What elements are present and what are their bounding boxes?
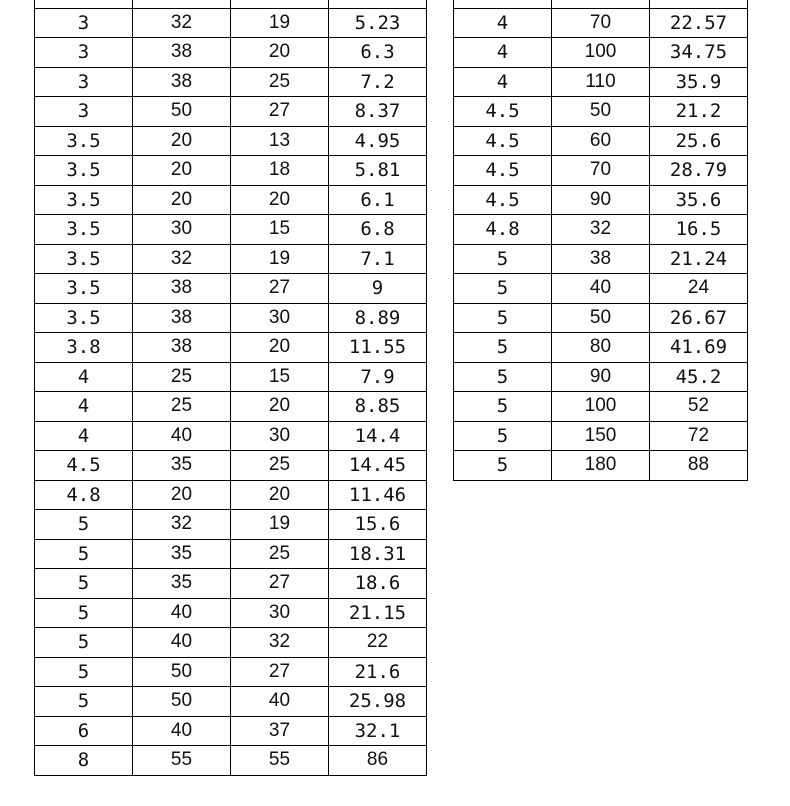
table-cell: 15.6 bbox=[329, 510, 427, 540]
table-cell: 3.8 bbox=[35, 333, 133, 363]
table-cell: 5 bbox=[454, 392, 552, 422]
table-cell: 90 bbox=[552, 185, 650, 215]
table-cell bbox=[133, 0, 231, 8]
table-row bbox=[35, 67, 427, 97]
table-cell: 50 bbox=[133, 687, 231, 717]
table-cell: 6 bbox=[35, 716, 133, 746]
table-cell: 32 bbox=[133, 244, 231, 274]
table-row bbox=[454, 274, 748, 304]
table-cell: 5 bbox=[454, 421, 552, 451]
table-cell: 32.1 bbox=[329, 716, 427, 746]
table-cell bbox=[650, 0, 748, 8]
table-row bbox=[454, 8, 748, 38]
table-cell bbox=[329, 0, 427, 8]
table-row bbox=[35, 480, 427, 510]
table-row bbox=[35, 185, 427, 215]
table-row bbox=[35, 510, 427, 540]
table-cell: 3 bbox=[35, 38, 133, 68]
table-cell: 20 bbox=[231, 333, 329, 363]
table-row bbox=[35, 598, 427, 628]
table-cell: 37 bbox=[231, 716, 329, 746]
table-cell: 4.8 bbox=[35, 480, 133, 510]
table-cell: 4.5 bbox=[454, 185, 552, 215]
table-cell: 20 bbox=[133, 185, 231, 215]
table-cell: 18.31 bbox=[329, 539, 427, 569]
table-cell: 5 bbox=[454, 244, 552, 274]
table-row bbox=[35, 687, 427, 717]
table-row bbox=[35, 392, 427, 422]
table-row bbox=[454, 362, 748, 392]
table-row bbox=[35, 156, 427, 186]
table-row bbox=[454, 126, 748, 156]
table-cell: 35 bbox=[133, 539, 231, 569]
table-cell: 14.45 bbox=[329, 451, 427, 481]
table-cell bbox=[454, 0, 552, 8]
table-cell bbox=[231, 0, 329, 8]
table-row bbox=[35, 421, 427, 451]
table-row bbox=[454, 67, 748, 97]
table-cell: 7.9 bbox=[329, 362, 427, 392]
table-cell: 3.5 bbox=[35, 274, 133, 304]
table-cell: 25 bbox=[231, 67, 329, 97]
table-cell: 5 bbox=[454, 451, 552, 481]
table-cell: 38 bbox=[133, 67, 231, 97]
table-cell: 15 bbox=[231, 362, 329, 392]
table-cell: 27 bbox=[231, 274, 329, 304]
table-cell: 4 bbox=[454, 8, 552, 38]
table-row bbox=[35, 451, 427, 481]
table-cell: 4 bbox=[35, 392, 133, 422]
table-cell: 6.3 bbox=[329, 38, 427, 68]
table-cell: 5 bbox=[35, 510, 133, 540]
table-cell: 21.15 bbox=[329, 598, 427, 628]
table-cell: 30 bbox=[133, 215, 231, 245]
left-table-body bbox=[35, 0, 427, 775]
table-cell: 3 bbox=[35, 8, 133, 38]
table-cell: 4.5 bbox=[454, 156, 552, 186]
table-cell: 3.5 bbox=[35, 215, 133, 245]
table-cell: 25 bbox=[231, 539, 329, 569]
table-cell: 5 bbox=[35, 628, 133, 658]
table-row bbox=[35, 244, 427, 274]
table-cell: 4 bbox=[35, 362, 133, 392]
table-cell: 5 bbox=[35, 598, 133, 628]
table-cell: 4.8 bbox=[454, 215, 552, 245]
table-cell: 14.4 bbox=[329, 421, 427, 451]
table-cell: 3.5 bbox=[35, 185, 133, 215]
table-row bbox=[35, 215, 427, 245]
table-cell: 19 bbox=[231, 244, 329, 274]
table-cell: 22.57 bbox=[650, 8, 748, 38]
table-row bbox=[35, 716, 427, 746]
table-cell: 45.2 bbox=[650, 362, 748, 392]
table-cell: 50 bbox=[133, 657, 231, 687]
table-cell: 32 bbox=[552, 215, 650, 245]
table-row bbox=[35, 38, 427, 68]
table-cell: 4.95 bbox=[329, 126, 427, 156]
table-cell: 5 bbox=[35, 569, 133, 599]
table-cell: 50 bbox=[552, 303, 650, 333]
table-row bbox=[454, 303, 748, 333]
table-cell: 20 bbox=[231, 392, 329, 422]
table-cell: 5 bbox=[454, 274, 552, 304]
table-cell: 30 bbox=[231, 303, 329, 333]
table-cell: 50 bbox=[552, 97, 650, 127]
table-cell: 28.79 bbox=[650, 156, 748, 186]
table-cell: 88 bbox=[650, 451, 748, 481]
table-cell: 3 bbox=[35, 97, 133, 127]
table-cell: 19 bbox=[231, 8, 329, 38]
table-cell: 25 bbox=[133, 362, 231, 392]
table-cell: 4 bbox=[35, 421, 133, 451]
table-row bbox=[35, 126, 427, 156]
table-cell: 21.24 bbox=[650, 244, 748, 274]
table-cell: 38 bbox=[133, 274, 231, 304]
table-cell: 25.98 bbox=[329, 687, 427, 717]
table-row bbox=[35, 97, 427, 127]
right-table-body bbox=[454, 0, 748, 480]
table-cell: 72 bbox=[650, 421, 748, 451]
table-cell: 60 bbox=[552, 126, 650, 156]
table-cell: 90 bbox=[552, 362, 650, 392]
table-row bbox=[454, 244, 748, 274]
table-cell: 8.37 bbox=[329, 97, 427, 127]
table-row bbox=[454, 421, 748, 451]
table-cell: 70 bbox=[552, 156, 650, 186]
table-cell: 27 bbox=[231, 657, 329, 687]
table-cell: 4.5 bbox=[35, 451, 133, 481]
table-row bbox=[35, 8, 427, 38]
table-cell: 25 bbox=[133, 392, 231, 422]
table-row bbox=[454, 156, 748, 186]
table-cell: 5 bbox=[454, 303, 552, 333]
table-cell: 55 bbox=[133, 746, 231, 776]
table-cell: 38 bbox=[133, 38, 231, 68]
table-row bbox=[454, 333, 748, 363]
table-cell: 3.5 bbox=[35, 156, 133, 186]
table-cell: 5 bbox=[454, 362, 552, 392]
table-cell: 35.9 bbox=[650, 67, 748, 97]
table-cell: 180 bbox=[552, 451, 650, 481]
table-cell: 6.8 bbox=[329, 215, 427, 245]
table-cell: 3.5 bbox=[35, 126, 133, 156]
table-cell: 19 bbox=[231, 510, 329, 540]
table-cell: 11.46 bbox=[329, 480, 427, 510]
table-cell: 32 bbox=[133, 8, 231, 38]
table-row bbox=[35, 303, 427, 333]
table-cell: 86 bbox=[329, 746, 427, 776]
table-cell: 38 bbox=[133, 333, 231, 363]
table-row bbox=[35, 628, 427, 658]
right-data-table bbox=[453, 0, 748, 481]
table-cell bbox=[35, 0, 133, 8]
table-cell: 20 bbox=[231, 480, 329, 510]
table-cell: 41.69 bbox=[650, 333, 748, 363]
table-cell: 7.2 bbox=[329, 67, 427, 97]
table-cell: 40 bbox=[133, 421, 231, 451]
table-row bbox=[454, 185, 748, 215]
table-cell: 4.5 bbox=[454, 126, 552, 156]
table-cell: 18 bbox=[231, 156, 329, 186]
table-cell: 35 bbox=[133, 451, 231, 481]
table-cell: 38 bbox=[133, 303, 231, 333]
table-cell: 80 bbox=[552, 333, 650, 363]
table-cell bbox=[552, 0, 650, 8]
table-cell: 20 bbox=[133, 480, 231, 510]
table-cell: 3.5 bbox=[35, 244, 133, 274]
table-row bbox=[454, 392, 748, 422]
table-row bbox=[35, 657, 427, 687]
table-row bbox=[35, 274, 427, 304]
table-cell: 8.85 bbox=[329, 392, 427, 422]
table-cell: 20 bbox=[231, 38, 329, 68]
table-row bbox=[454, 38, 748, 68]
table-cell: 55 bbox=[231, 746, 329, 776]
table-row bbox=[454, 0, 748, 8]
table-cell: 32 bbox=[133, 510, 231, 540]
table-cell: 50 bbox=[133, 97, 231, 127]
table-cell: 8.89 bbox=[329, 303, 427, 333]
table-cell: 27 bbox=[231, 97, 329, 127]
table-cell: 18.6 bbox=[329, 569, 427, 599]
table-cell: 22 bbox=[329, 628, 427, 658]
table-cell: 25 bbox=[231, 451, 329, 481]
table-row bbox=[454, 451, 748, 481]
table-cell: 27 bbox=[231, 569, 329, 599]
table-cell: 32 bbox=[231, 628, 329, 658]
table-cell: 5.81 bbox=[329, 156, 427, 186]
table-cell: 9 bbox=[329, 274, 427, 304]
table-cell: 16.5 bbox=[650, 215, 748, 245]
table-cell: 21.2 bbox=[650, 97, 748, 127]
table-cell: 20 bbox=[133, 126, 231, 156]
table-cell: 110 bbox=[552, 67, 650, 97]
table-cell: 20 bbox=[231, 185, 329, 215]
left-data-table bbox=[34, 0, 427, 776]
table-cell: 52 bbox=[650, 392, 748, 422]
table-cell: 35 bbox=[133, 569, 231, 599]
table-cell: 5 bbox=[454, 333, 552, 363]
table-row bbox=[35, 539, 427, 569]
table-cell: 4.5 bbox=[454, 97, 552, 127]
table-cell: 24 bbox=[650, 274, 748, 304]
table-cell: 15 bbox=[231, 215, 329, 245]
table-cell: 40 bbox=[231, 687, 329, 717]
table-cell: 4 bbox=[454, 67, 552, 97]
table-row bbox=[454, 97, 748, 127]
table-cell: 100 bbox=[552, 38, 650, 68]
table-cell: 7.1 bbox=[329, 244, 427, 274]
table-cell: 5 bbox=[35, 539, 133, 569]
table-cell: 100 bbox=[552, 392, 650, 422]
table-cell: 30 bbox=[231, 598, 329, 628]
table-row bbox=[35, 362, 427, 392]
table-row bbox=[454, 215, 748, 245]
table-cell: 25.6 bbox=[650, 126, 748, 156]
table-cell: 70 bbox=[552, 8, 650, 38]
table-cell: 40 bbox=[552, 274, 650, 304]
table-cell: 40 bbox=[133, 716, 231, 746]
table-cell: 40 bbox=[133, 598, 231, 628]
table-cell: 3.5 bbox=[35, 303, 133, 333]
table-cell: 4 bbox=[454, 38, 552, 68]
table-cell: 5 bbox=[35, 657, 133, 687]
table-cell: 21.6 bbox=[329, 657, 427, 687]
table-row bbox=[35, 746, 427, 776]
table-cell: 150 bbox=[552, 421, 650, 451]
table-cell: 13 bbox=[231, 126, 329, 156]
table-row bbox=[35, 333, 427, 363]
table-row bbox=[35, 569, 427, 599]
table-row bbox=[35, 0, 427, 8]
table-cell: 8 bbox=[35, 746, 133, 776]
table-cell: 35.6 bbox=[650, 185, 748, 215]
table-cell: 5.23 bbox=[329, 8, 427, 38]
table-cell: 5 bbox=[35, 687, 133, 717]
table-cell: 11.55 bbox=[329, 333, 427, 363]
table-cell: 38 bbox=[552, 244, 650, 274]
table-cell: 6.1 bbox=[329, 185, 427, 215]
table-cell: 26.67 bbox=[650, 303, 748, 333]
table-cell: 3 bbox=[35, 67, 133, 97]
table-cell: 30 bbox=[231, 421, 329, 451]
table-cell: 40 bbox=[133, 628, 231, 658]
table-cell: 20 bbox=[133, 156, 231, 186]
table-cell: 34.75 bbox=[650, 38, 748, 68]
